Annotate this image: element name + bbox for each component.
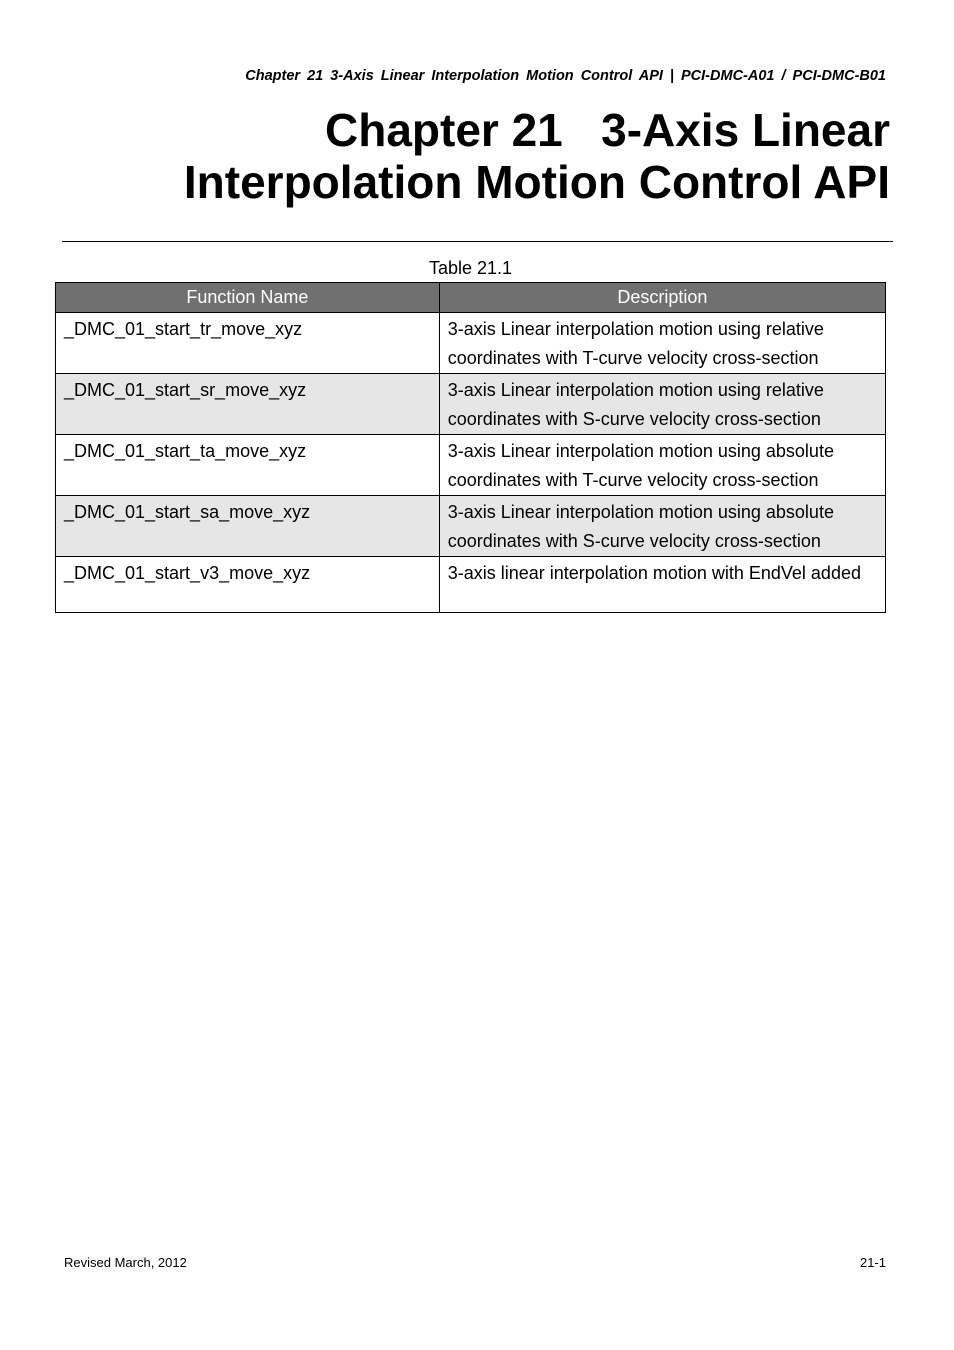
footer-revision: Revised March, 2012 [64,1255,187,1270]
table-header-row [56,283,886,313]
table-row [56,374,886,435]
chapter-title [184,104,890,208]
table-row [56,496,886,557]
footer-page-number: 21-1 [859,1255,886,1270]
description-cell: 3-axis Linear interpolation motion using relative coordinates with T-curve velocity cross-section [439,313,885,374]
description-cell: 3-axis Linear interpolation motion using absolute coordinates with T-curve velocity cross-section [439,435,885,496]
description-cell: 3-axis Linear interpolation motion using absolute coordinates with S-curve velocity cross-section [439,496,885,557]
table-caption: Table 21.1 [428,258,513,278]
table-row [56,313,886,374]
chapter-title-line-1: Chapter 21 3-Axis Linear [325,104,890,156]
table-row [56,557,886,613]
function-table [55,282,886,613]
running-header: Chapter 21 3-Axis Linear Interpolation Motion Control API | PCI-DMC-A01 / PCI-DMC-B01 [245,68,886,84]
function-name-cell: _DMC_01_start_ta_move_xyz [56,435,440,496]
function-name-cell: _DMC_01_start_tr_move_xyz [56,313,440,374]
function-name-cell: _DMC_01_start_sa_move_xyz [56,496,440,557]
chapter-title-line-2: Interpolation Motion Control API [183,156,890,208]
column-header-description: Description [439,283,885,313]
function-name-cell: _DMC_01_start_sr_move_xyz [56,374,440,435]
section-divider [62,241,893,242]
description-cell: 3-axis Linear interpolation motion using relative coordinates with S-curve velocity cross-section [439,374,885,435]
table-row [56,435,886,496]
column-header-function-name: Function Name [56,283,440,313]
description-cell: 3-axis linear interpolation motion with EndVel added [439,557,885,613]
function-name-cell: _DMC_01_start_v3_move_xyz [56,557,440,613]
